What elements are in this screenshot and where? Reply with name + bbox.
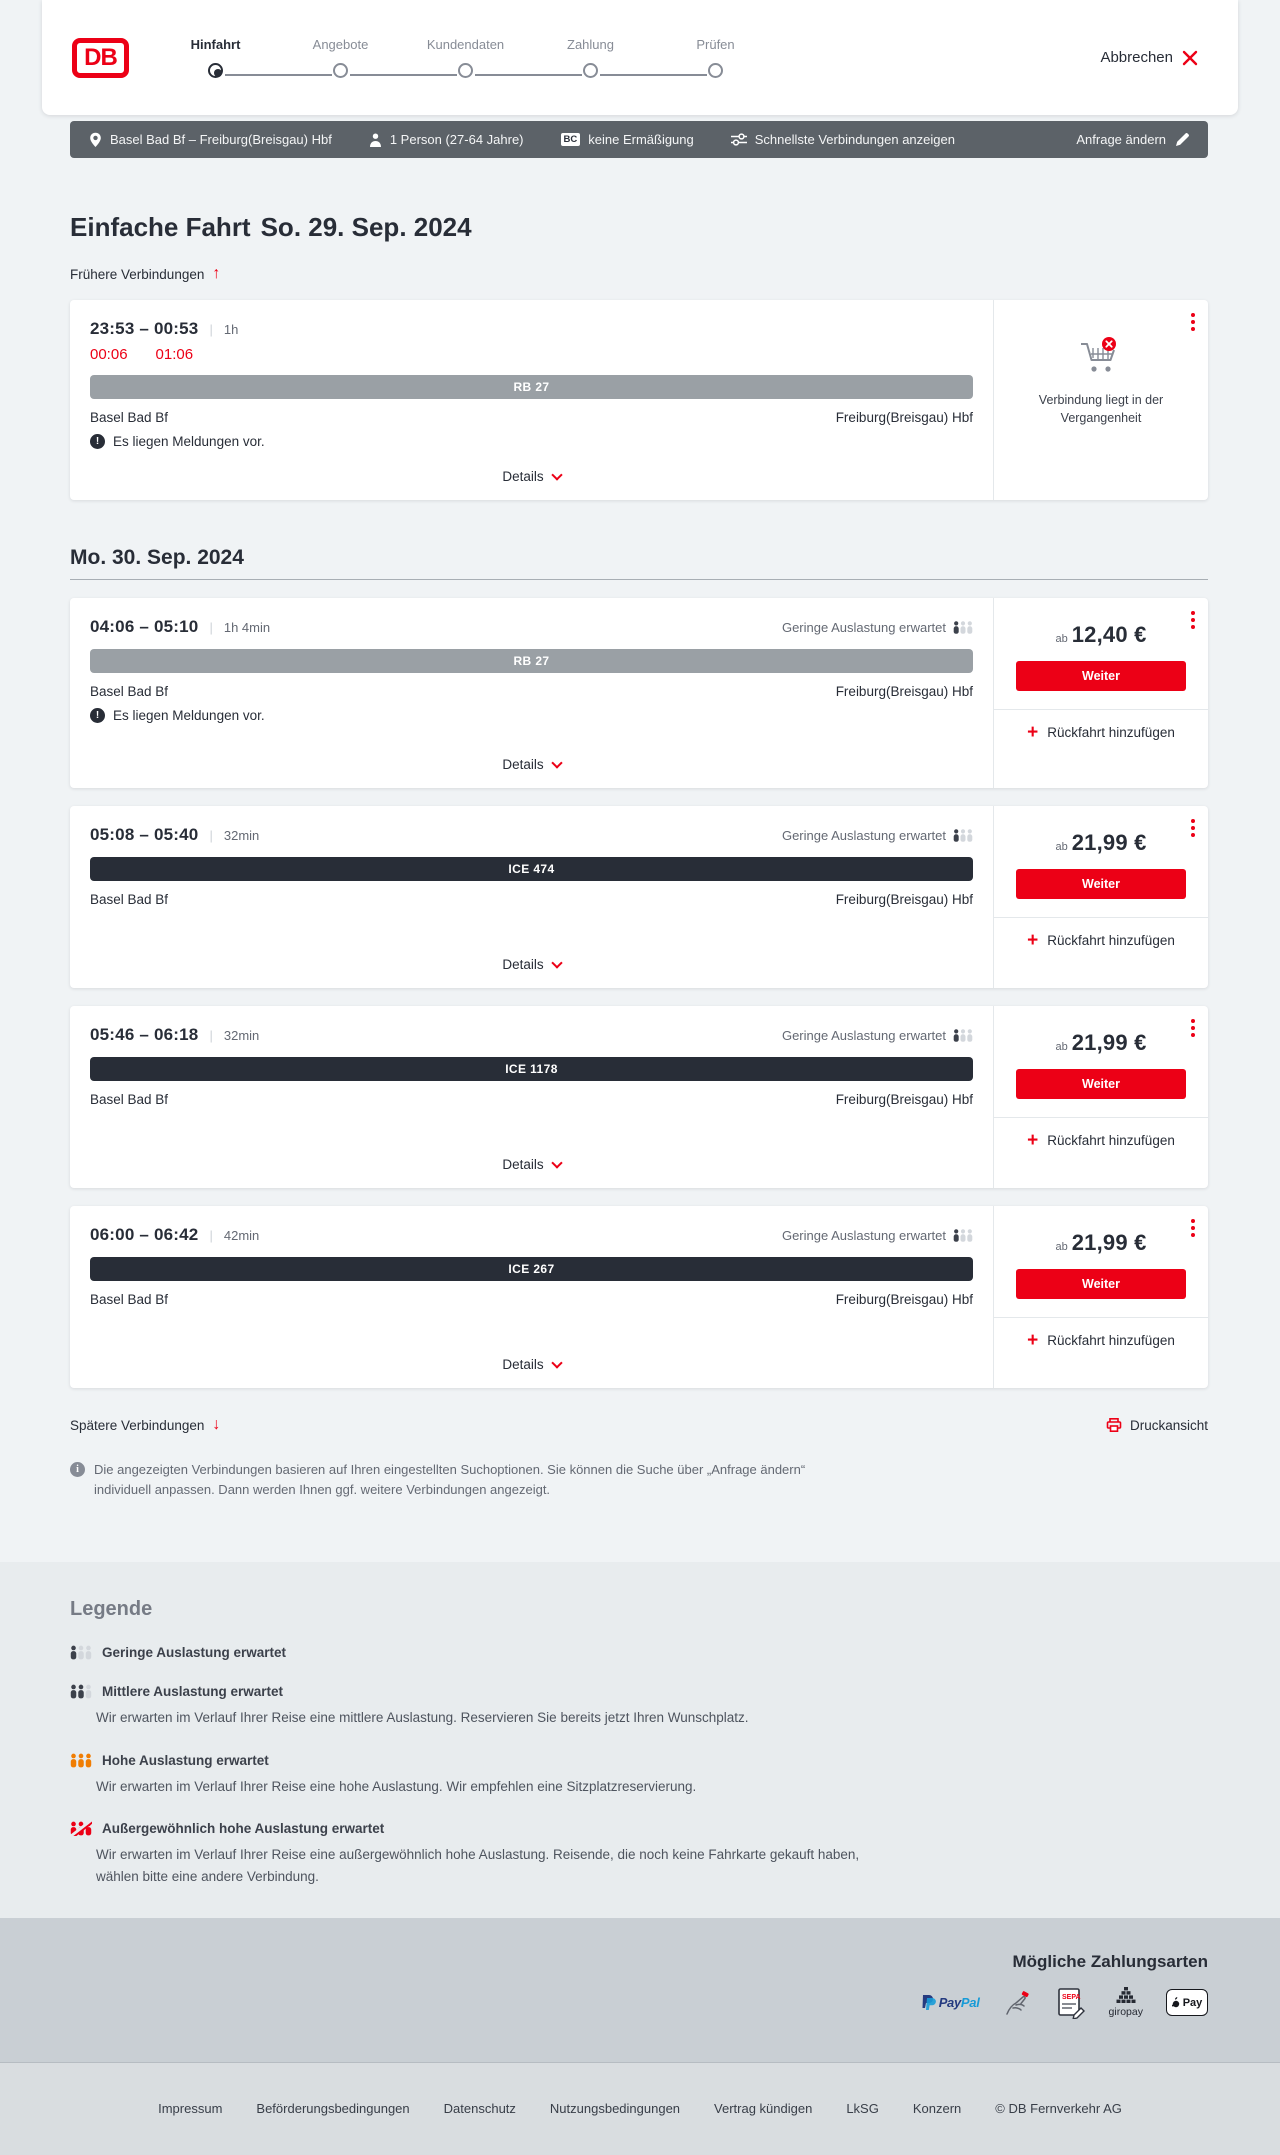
header bbox=[42, 0, 1238, 115]
discount-summary bbox=[561, 132, 694, 147]
connection-details bbox=[70, 1206, 993, 1388]
footer-link-befoerderungsbedingungen[interactable]: Beförderungsbedingungen bbox=[256, 2101, 410, 2117]
giropay-icon bbox=[1109, 1987, 1143, 2018]
step-hinfahrt[interactable] bbox=[153, 37, 278, 78]
route-summary bbox=[89, 132, 332, 148]
occupancy-indicator bbox=[782, 1228, 973, 1243]
search-summary-bar bbox=[70, 121, 1208, 158]
search-options-note-text: Die angezeigten Verbindungen basieren auf Ihren eingestellten Suchoptionen. Sie können die Suche über „Anfrage ändern“ individuell anpassen. Dann werden Ihnen ggf. weitere Verbindungen angezeigt. bbox=[94, 1462, 806, 1498]
chevron-down-icon bbox=[551, 1157, 562, 1168]
connection-side-panel bbox=[993, 1206, 1208, 1388]
weiter-button[interactable]: Weiter bbox=[1016, 661, 1186, 691]
occupancy-medium-icon bbox=[70, 1684, 92, 1699]
connection-details bbox=[70, 1006, 993, 1188]
weiter-button[interactable]: Weiter bbox=[1016, 1069, 1186, 1099]
plus-icon: + bbox=[1027, 721, 1039, 743]
payment-section bbox=[0, 1918, 1280, 2062]
paypal-text-2: Pal bbox=[960, 1995, 980, 2011]
add-return-button[interactable] bbox=[994, 1117, 1208, 1163]
page-title bbox=[70, 212, 1208, 243]
step-zahlung[interactable] bbox=[528, 37, 653, 78]
connection-side-panel bbox=[993, 806, 1208, 988]
occupancy-low-icon bbox=[70, 1645, 92, 1660]
step-label: Kundendaten bbox=[426, 37, 505, 52]
route-text: Basel Bad Bf – Freiburg(Breisgau) Hbf bbox=[110, 132, 332, 147]
occupancy-low-icon bbox=[953, 621, 973, 634]
footer bbox=[0, 1918, 1280, 2155]
occupancy-label: Geringe Auslastung erwartet bbox=[781, 828, 946, 843]
separator: | bbox=[209, 620, 213, 635]
info-icon: i bbox=[70, 1462, 85, 1477]
alert-icon: ! bbox=[90, 434, 105, 449]
journey-type: Einfache Fahrt bbox=[70, 212, 251, 242]
occupancy-low-icon bbox=[953, 829, 973, 842]
connection-card bbox=[70, 806, 1208, 988]
fastest-summary bbox=[731, 132, 955, 147]
train-label: RB 27 bbox=[513, 380, 550, 394]
legend-label: Hohe Auslastung erwartet bbox=[102, 1752, 269, 1768]
print-view-button[interactable] bbox=[1106, 1417, 1208, 1433]
details-toggle[interactable] bbox=[90, 1137, 973, 1172]
paypal-text-1: Pay bbox=[938, 1995, 961, 2011]
connection-side-panel bbox=[993, 1006, 1208, 1188]
plus-icon: + bbox=[1027, 1329, 1039, 1351]
occupancy-indicator bbox=[782, 1028, 973, 1043]
price-block bbox=[994, 1030, 1208, 1056]
cancel-button[interactable] bbox=[1100, 49, 1198, 66]
arrival-station: Freiburg(Breisgau) Hbf bbox=[835, 1092, 973, 1107]
step-pruefen[interactable] bbox=[653, 37, 778, 78]
messages-note bbox=[90, 434, 973, 449]
connection-side-panel bbox=[993, 300, 1208, 500]
paypal-icon bbox=[921, 1994, 980, 2011]
applepay-icon bbox=[1166, 1989, 1208, 2016]
earlier-connections-link[interactable] bbox=[70, 266, 1208, 282]
plus-icon: + bbox=[1027, 1129, 1039, 1151]
occupancy-high-icon bbox=[70, 1753, 92, 1768]
person-icon bbox=[369, 133, 382, 147]
cancel-label: Abbrechen bbox=[1100, 49, 1173, 66]
price-value: 21,99 € bbox=[1071, 830, 1147, 855]
sliders-icon bbox=[731, 133, 747, 146]
footer-link-datenschutz[interactable]: Datenschutz bbox=[443, 2101, 516, 2117]
chevron-down-icon bbox=[551, 757, 562, 768]
connection-card bbox=[70, 1206, 1208, 1388]
train-label: RB 27 bbox=[513, 654, 550, 668]
search-options-note bbox=[70, 1460, 860, 1562]
connection-card bbox=[70, 598, 1208, 788]
step-circle-active bbox=[208, 63, 223, 78]
details-label: Details bbox=[502, 469, 544, 484]
step-angebote[interactable] bbox=[278, 37, 403, 78]
step-label: Hinfahrt bbox=[190, 37, 241, 52]
payment-methods-title: Mögliche Zahlungsarten bbox=[1012, 1951, 1208, 1971]
legend-description: Wir erwarten im Verlauf Ihrer Reise eine außergewöhnlich hohe Auslastung. Reisende, die noch keine Fahrkarte gekauft haben, wählen bitte eine andere Verbindung. bbox=[96, 1847, 860, 1885]
past-connection-block bbox=[1012, 336, 1190, 427]
weiter-button[interactable]: Weiter bbox=[1016, 1269, 1186, 1299]
discount-text: keine Ermäßigung bbox=[588, 132, 694, 147]
step-label: Prüfen bbox=[696, 37, 735, 52]
step-circle bbox=[708, 63, 723, 78]
details-label: Details bbox=[502, 1157, 544, 1172]
edit-request-button[interactable] bbox=[1076, 132, 1190, 147]
occupancy-label: Geringe Auslastung erwartet bbox=[781, 620, 946, 635]
legend-section bbox=[0, 1562, 1280, 1917]
footer-link-vertrag-kuendigen[interactable]: Vertrag kündigen bbox=[714, 2101, 813, 2117]
more-options-button[interactable] bbox=[1186, 814, 1200, 842]
occupancy-low-icon bbox=[953, 1229, 973, 1242]
footer-link-impressum[interactable]: Impressum bbox=[158, 2101, 223, 2117]
from-price-prefix: ab bbox=[1055, 841, 1068, 853]
delayed-departure: 00:06 bbox=[90, 346, 128, 363]
details-toggle[interactable] bbox=[90, 737, 973, 772]
arrow-up-icon: ↑ bbox=[212, 265, 221, 282]
train-line-bar bbox=[90, 375, 973, 399]
connection-side-panel bbox=[993, 598, 1208, 788]
journey-duration: 1h 4min bbox=[223, 620, 271, 635]
edit-request-label: Anfrage ändern bbox=[1076, 132, 1166, 147]
legend-item-medium bbox=[70, 1684, 1208, 1729]
messages-note bbox=[90, 708, 973, 723]
details-toggle[interactable] bbox=[90, 937, 973, 972]
bahncard-icon: BC bbox=[561, 133, 581, 147]
add-return-label: Rückfahrt hinzufügen bbox=[1047, 933, 1175, 948]
sepa-icon bbox=[1056, 1987, 1086, 2019]
journey-duration: 32min bbox=[223, 1028, 260, 1043]
details-toggle[interactable] bbox=[90, 449, 973, 484]
messages-text: Es liegen Meldungen vor. bbox=[113, 708, 265, 723]
from-price-prefix: ab bbox=[1055, 633, 1068, 645]
alert-icon: ! bbox=[90, 708, 105, 723]
sepa-text: SEPA bbox=[1061, 1993, 1081, 2001]
occupancy-low-icon bbox=[953, 1029, 973, 1042]
arrival-station: Freiburg(Breisgau) Hbf bbox=[835, 684, 973, 699]
journey-duration: 1h bbox=[223, 322, 239, 337]
connection-details bbox=[70, 598, 993, 788]
arrow-down-icon: ↓ bbox=[212, 1416, 221, 1433]
add-return-label: Rückfahrt hinzufügen bbox=[1047, 1333, 1175, 1348]
db-logo: DB bbox=[72, 38, 129, 78]
footer-link-lksg[interactable]: LkSG bbox=[846, 2101, 879, 2117]
connection-details bbox=[70, 300, 993, 500]
copyright-text: © DB Fernverkehr AG bbox=[995, 2101, 1122, 2117]
add-return-label: Rückfahrt hinzufügen bbox=[1047, 1133, 1175, 1148]
legend-description: Wir erwarten im Verlauf Ihrer Reise eine mittlere Auslastung. Reservieren Sie bereits jetzt Ihren Wunschplatz. bbox=[96, 1710, 749, 1726]
price-block bbox=[994, 1230, 1208, 1256]
train-label: ICE 267 bbox=[508, 1262, 555, 1276]
legend-item-high bbox=[70, 1753, 1208, 1798]
details-label: Details bbox=[502, 957, 544, 972]
printer-icon bbox=[1106, 1417, 1122, 1433]
legend-label: Außergewöhnlich hohe Auslastung erwartet bbox=[102, 1821, 385, 1837]
journey-times: 05:46 – 06:18 bbox=[90, 1025, 199, 1044]
details-toggle[interactable] bbox=[90, 1337, 973, 1372]
details-label: Details bbox=[502, 757, 544, 772]
connection-details bbox=[70, 806, 993, 988]
step-label: Zahlung bbox=[567, 37, 614, 52]
train-line-bar bbox=[90, 857, 973, 881]
past-connection-label: Verbindung liegt in der Vergangenheit bbox=[1038, 393, 1164, 426]
chevron-down-icon bbox=[551, 469, 562, 480]
payment-icons bbox=[70, 1987, 1208, 2019]
add-return-button[interactable] bbox=[994, 709, 1208, 755]
messages-text: Es liegen Meldungen vor. bbox=[113, 434, 265, 449]
more-options-button[interactable] bbox=[1186, 308, 1200, 336]
footer-links bbox=[0, 2062, 1280, 2155]
applepay-label: Pay bbox=[1182, 1996, 1203, 2009]
separator: | bbox=[209, 1028, 213, 1043]
departure-station: Basel Bad Bf bbox=[90, 892, 169, 907]
train-label: ICE 1178 bbox=[505, 1062, 558, 1076]
footer-link-konzern[interactable]: Konzern bbox=[912, 2101, 962, 2117]
departure-station: Basel Bad Bf bbox=[90, 410, 169, 425]
journey-duration: 42min bbox=[223, 1228, 260, 1243]
journey-times: 05:08 – 05:40 bbox=[90, 825, 199, 844]
journey-times: 23:53 – 00:53 bbox=[90, 319, 199, 338]
chevron-down-icon bbox=[551, 957, 562, 968]
location-pin-icon bbox=[89, 132, 102, 148]
occupancy-label: Geringe Auslastung erwartet bbox=[781, 1028, 946, 1043]
pencil-icon bbox=[1175, 132, 1190, 147]
earlier-connections-label: Frühere Verbindungen bbox=[70, 266, 205, 282]
print-view-label: Druckansicht bbox=[1129, 1417, 1208, 1433]
passengers-text: 1 Person (27-64 Jahre) bbox=[389, 132, 524, 147]
separator: | bbox=[209, 322, 213, 337]
results-main bbox=[0, 212, 1280, 1562]
price-value: 21,99 € bbox=[1071, 1030, 1147, 1055]
step-kundendaten[interactable] bbox=[403, 37, 528, 78]
train-line-bar bbox=[90, 649, 973, 673]
from-price-prefix: ab bbox=[1055, 1041, 1068, 1053]
progress-steps bbox=[153, 37, 778, 78]
departure-station: Basel Bad Bf bbox=[90, 1092, 169, 1107]
departure-station: Basel Bad Bf bbox=[90, 1292, 169, 1307]
delay-times bbox=[90, 346, 973, 363]
add-return-button[interactable] bbox=[994, 1317, 1208, 1363]
occupancy-indicator bbox=[782, 828, 973, 843]
journey-times: 04:06 – 05:10 bbox=[90, 617, 199, 636]
passengers-summary bbox=[369, 132, 524, 147]
from-price-prefix: ab bbox=[1055, 1241, 1068, 1253]
price-block bbox=[994, 622, 1208, 648]
legend-title: Legende bbox=[70, 1598, 153, 1621]
legend-item-exceptional bbox=[70, 1821, 1208, 1887]
add-return-label: Rückfahrt hinzufügen bbox=[1047, 725, 1175, 740]
arrival-station: Freiburg(Breisgau) Hbf bbox=[835, 410, 973, 425]
occupancy-indicator bbox=[782, 620, 973, 635]
train-label: ICE 474 bbox=[508, 862, 555, 876]
step-circle bbox=[583, 63, 598, 78]
departure-station: Basel Bad Bf bbox=[90, 684, 169, 699]
occupancy-label: Geringe Auslastung erwartet bbox=[781, 1228, 946, 1243]
connection-card-past bbox=[70, 300, 1208, 500]
journey-date: So. 29. Sep. 2024 bbox=[260, 212, 472, 242]
more-options-button[interactable] bbox=[1186, 1014, 1200, 1042]
add-return-button[interactable] bbox=[994, 917, 1208, 963]
step-circle bbox=[458, 63, 473, 78]
separator: | bbox=[209, 828, 213, 843]
step-circle bbox=[333, 63, 348, 78]
train-line-bar bbox=[90, 1057, 973, 1081]
more-options-button[interactable] bbox=[1186, 1214, 1200, 1242]
later-connections-label: Spätere Verbindungen bbox=[70, 1417, 205, 1433]
fastest-text: Schnellste Verbindungen anzeigen bbox=[754, 132, 955, 147]
plus-icon: + bbox=[1027, 929, 1039, 951]
journey-duration: 32min bbox=[223, 828, 260, 843]
arrival-station: Freiburg(Breisgau) Hbf bbox=[835, 892, 973, 907]
legend-label: Geringe Auslastung erwartet bbox=[102, 1645, 287, 1661]
legend-label: Mittlere Auslastung erwartet bbox=[102, 1684, 284, 1700]
creditcard-hand-icon bbox=[1003, 1988, 1033, 2018]
occupancy-exceptional-icon bbox=[70, 1821, 92, 1836]
more-options-button[interactable] bbox=[1186, 606, 1200, 634]
arrival-station: Freiburg(Breisgau) Hbf bbox=[835, 1292, 973, 1307]
cart-unavailable-icon bbox=[1077, 336, 1125, 376]
details-label: Details bbox=[502, 1357, 544, 1372]
step-label: Angebote bbox=[312, 37, 369, 52]
legend-item-low bbox=[70, 1645, 1208, 1660]
price-value: 21,99 € bbox=[1071, 1230, 1147, 1255]
train-line-bar bbox=[90, 1257, 973, 1281]
chevron-down-icon bbox=[551, 1357, 562, 1368]
price-block bbox=[994, 830, 1208, 856]
price-value: 12,40 € bbox=[1071, 622, 1147, 647]
giropay-label: giropay bbox=[1108, 2006, 1143, 2019]
section-date-heading: Mo. 30. Sep. 2024 bbox=[70, 546, 1208, 580]
separator: | bbox=[209, 1228, 213, 1243]
close-icon bbox=[1182, 50, 1198, 66]
journey-times: 06:00 – 06:42 bbox=[90, 1225, 199, 1244]
legend-description: Wir erwarten im Verlauf Ihrer Reise eine hohe Auslastung. Wir empfehlen eine Sitzplatzreservierung. bbox=[96, 1778, 697, 1794]
delayed-arrival: 01:06 bbox=[155, 346, 194, 363]
footer-link-nutzungsbedingungen[interactable]: Nutzungsbedingungen bbox=[549, 2101, 681, 2117]
weiter-button[interactable]: Weiter bbox=[1016, 869, 1186, 899]
connection-card bbox=[70, 1006, 1208, 1188]
later-connections-link[interactable] bbox=[70, 1417, 220, 1433]
